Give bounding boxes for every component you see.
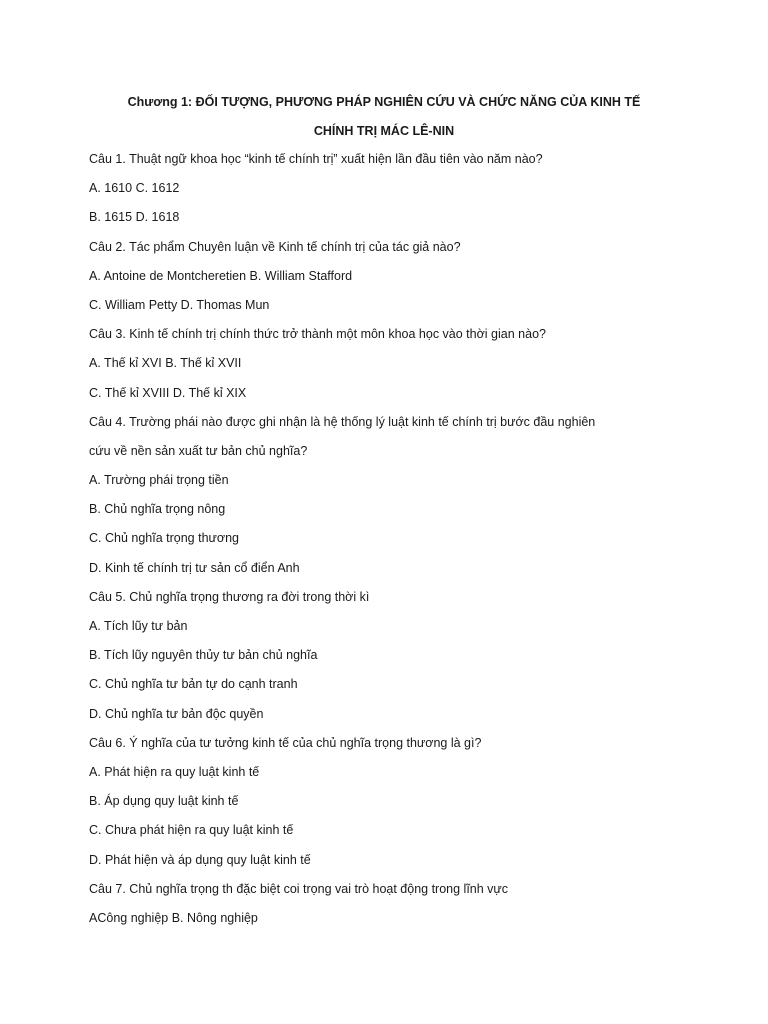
question-text: Câu 1. Thuật ngữ khoa học “kinh tế chính trị” xuất hiện lần đầu tiên vào năm nào? — [89, 152, 543, 166]
answer-option: B. Tích lũy nguyên thủy tư bản chủ nghĩa — [89, 648, 318, 663]
answer-option: A. Trường phái trọng tiền — [89, 473, 229, 488]
question-text: Câu 4. Trường phái nào được ghi nhận là hệ thống lý luật kinh tế chính trị bước đầu nghiên — [89, 414, 596, 429]
answer-option: A. Antoine de Montcheretien B. William Stafford — [89, 268, 353, 283]
answer-option: B. 1615 D. 1618 — [89, 210, 180, 225]
answer-option: C. William Petty D. Thomas Mun — [89, 297, 270, 312]
answer-option: A. Tích lũy tư bản — [89, 619, 188, 633]
question-list — [89, 149, 689, 937]
answer-option: B. Áp dụng quy luật kinh tế — [89, 794, 239, 809]
answer-option: D. Chủ nghĩa tư bản độc quyền — [89, 706, 264, 721]
question-text: Câu 3. Kinh tế chính trị chính thức trở thành một môn khoa học vào thời gian nào? — [89, 327, 546, 342]
answer-option: D. Kinh tế chính trị tư sản cổ điển Anh — [89, 560, 300, 575]
answer-option: A. 1610 C. 1612 — [89, 181, 180, 196]
answer-option: C. Chủ nghĩa tư bản tự do cạnh tranh — [89, 677, 298, 692]
answer-option: A. Phát hiện ra quy luật kinh tế — [89, 764, 260, 779]
answer-option: C. Thế kỉ XVIII D. Thế kỉ XIX — [89, 385, 247, 400]
answer-option: B. Chủ nghĩa trọng nông — [89, 502, 226, 517]
question-text: Câu 7. Chủ nghĩa trọng th đặc biệt coi trọng vai trò hoạt động trong lĩnh vực — [89, 881, 509, 896]
answer-option: A. Thế kỉ XVI B. Thế kỉ XVII — [89, 356, 242, 371]
answer-option: C. Chưa phát hiện ra quy luật kinh tế — [89, 823, 294, 838]
question-text-continued: cứu về nền sản xuất tư bản chủ nghĩa? — [89, 443, 308, 458]
question-text: Câu 5. Chủ nghĩa trọng thương ra đời trong thời kì — [89, 589, 370, 604]
chapter-title-line-1: Chương 1: ĐỐI TƯỢNG, PHƯƠNG PHÁP NGHIÊN CỨU VÀ CHỨC NĂNG CỦA KINH TẾ — [127, 95, 641, 109]
answer-option: D. Phát hiện và áp dụng quy luật kinh tế — [89, 852, 311, 867]
question-text: Câu 2. Tác phẩm Chuyên luận về Kinh tế chính trị của tác giả nào? — [89, 239, 461, 254]
chapter-title-line-2: CHÍNH TRỊ MÁC LÊ-NIN — [313, 124, 455, 138]
question-text: Câu 6. Ý nghĩa của tư tưởng kinh tế của chủ nghĩa trọng thương là gì? — [89, 735, 482, 750]
answer-option: ACông nghiệp B. Nông nghiệp — [89, 910, 258, 925]
answer-option: C. Chủ nghĩa trọng thương — [89, 531, 239, 546]
